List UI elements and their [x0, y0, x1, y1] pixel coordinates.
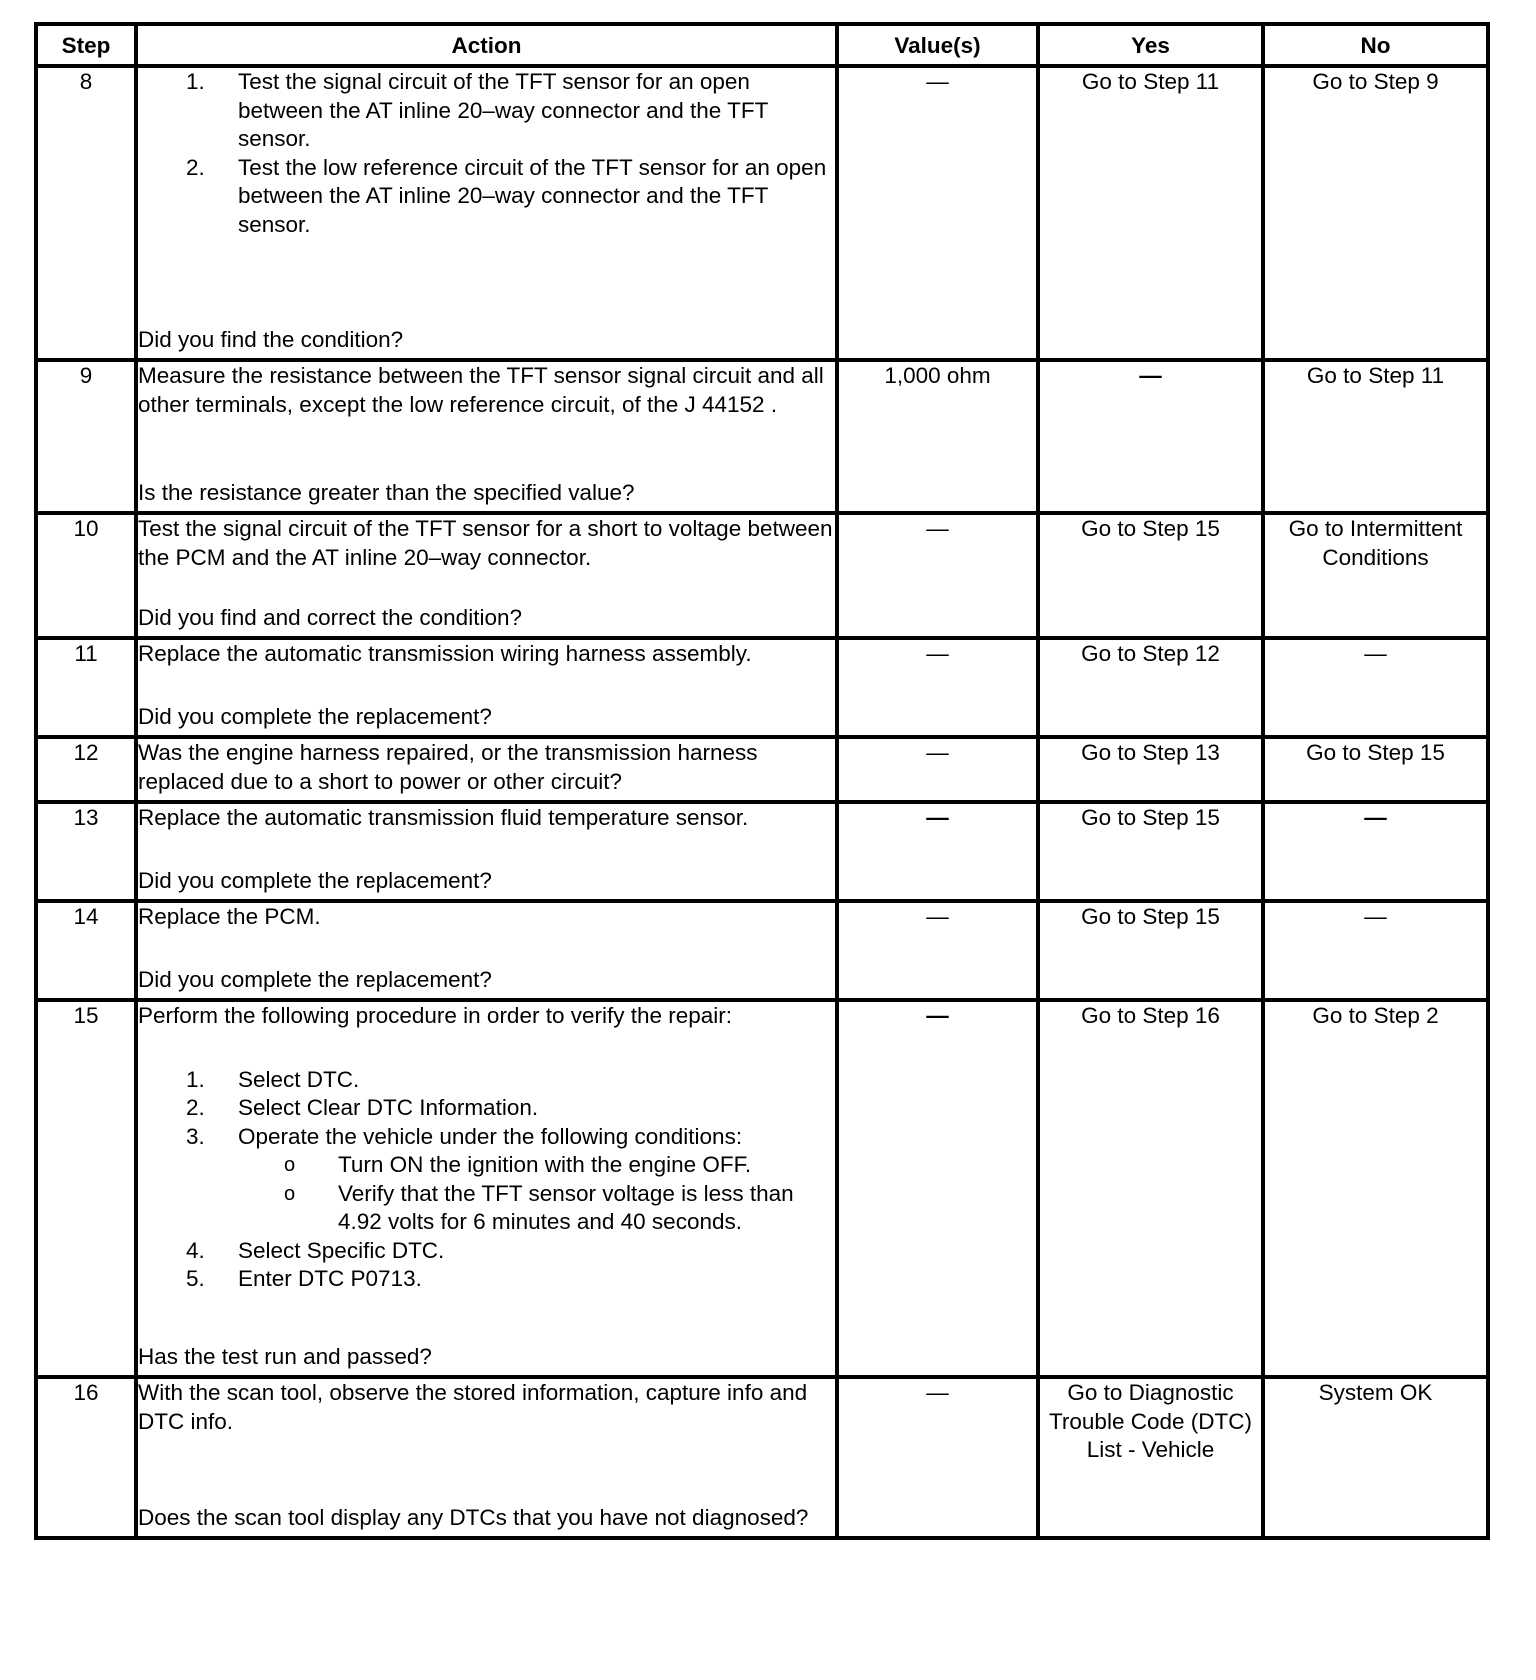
action-cell [136, 638, 837, 737]
list-item: 1. Select DTC. [186, 1066, 360, 1092]
action-text: Replace the PCM. [138, 904, 321, 929]
step-number: 8 [36, 66, 136, 360]
no-cell: Go to Intermittent Conditions [1263, 513, 1488, 638]
conditions-sublist [238, 1151, 835, 1237]
action-question: Has the test run and passed? [138, 1343, 432, 1369]
action-question: Does the scan tool display any DTCs that you have not diagnosed? [138, 1504, 809, 1530]
yes-cell: Go to Step 15 [1038, 901, 1263, 1000]
step-number: 13 [36, 802, 136, 901]
action-text: Was the engine harness repaired, or the transmission harness replaced due to a short to power or other circuit? [138, 740, 758, 794]
no-cell: — [1263, 802, 1488, 901]
header-yes: Yes [1038, 24, 1263, 66]
step-number: 11 [36, 638, 136, 737]
step-number: 14 [36, 901, 136, 1000]
step-number: 12 [36, 737, 136, 802]
verify-steps-list [138, 1066, 835, 1294]
table-row [36, 638, 1488, 737]
diagnostic-table [34, 22, 1490, 1540]
action-text: With the scan tool, observe the stored information, capture info and DTC info. [138, 1380, 808, 1434]
yes-cell: Go to Step 11 [1038, 66, 1263, 360]
action-question: Is the resistance greater than the specified value? [138, 479, 635, 505]
action-question: Did you complete the replacement? [138, 867, 492, 893]
table-row [36, 1377, 1488, 1538]
action-text: Test the signal circuit of the TFT sensor for a short to voltage between the PCM and the AT inline 20–way connector. [138, 516, 833, 570]
no-cell: Go to Step 2 [1263, 1000, 1488, 1377]
value-cell: — [837, 802, 1038, 901]
sublist-item: o Verify that the TFT sensor voltage is less than 4.92 volts for 6 minutes and 40 seconds. [284, 1180, 794, 1234]
yes-cell: Go to Step 15 [1038, 513, 1263, 638]
action-text: Measure the resistance between the TFT sensor signal circuit and all other terminals, except the low reference circuit, of the J 44152 . [138, 363, 824, 417]
table-row [36, 802, 1488, 901]
action-question: Did you complete the replacement? [138, 703, 492, 729]
value-cell: — [837, 638, 1038, 737]
no-cell: — [1263, 901, 1488, 1000]
header-step: Step [36, 24, 136, 66]
action-text: Replace the automatic transmission wiring harness assembly. [138, 641, 752, 666]
action-question: Did you find the condition? [138, 326, 404, 352]
table-row [36, 1000, 1488, 1377]
no-cell: Go to Step 11 [1263, 360, 1488, 513]
table-row [36, 737, 1488, 802]
action-question: Did you find and correct the condition? [138, 604, 522, 630]
no-cell: Go to Step 9 [1263, 66, 1488, 360]
value-cell: — [837, 1377, 1038, 1538]
step-number: 15 [36, 1000, 136, 1377]
yes-cell: Go to Step 12 [1038, 638, 1263, 737]
value-cell: — [837, 1000, 1038, 1377]
yes-cell: — [1038, 360, 1263, 513]
step-number: 10 [36, 513, 136, 638]
action-cell [136, 737, 837, 802]
no-cell: System OK [1263, 1377, 1488, 1538]
value-cell: — [837, 513, 1038, 638]
list-item: 4. Select Specific DTC. [186, 1237, 445, 1263]
list-item: 1. Test the signal circuit of the TFT sensor for an open between the AT inline 20–way connector and the TFT sensor. [186, 69, 768, 151]
action-steps-list [138, 68, 835, 239]
header-values: Value(s) [837, 24, 1038, 66]
action-cell [136, 360, 837, 513]
list-item: 2. Select Clear DTC Information. [186, 1095, 539, 1120]
list-item: 2. Test the low reference circuit of the TFT sensor for an open between the AT inline 20–way connector and the TFT sensor. [186, 154, 827, 237]
action-text: Perform the following procedure in order to verify the repair: [138, 1003, 733, 1028]
sublist-item: o Turn ON the ignition with the engine OFF. [284, 1152, 752, 1177]
table-row [36, 513, 1488, 638]
no-cell: Go to Step 15 [1263, 737, 1488, 802]
header-no: No [1263, 24, 1488, 66]
no-cell: — [1263, 638, 1488, 737]
value-cell: — [837, 66, 1038, 360]
list-item: 5. Enter DTC P0713. [186, 1266, 422, 1291]
yes-cell: Go to Step 15 [1038, 802, 1263, 901]
list-item: 3. Operate the vehicle under the following conditions: o Turn ON the ignition with the engine OFF. o Verify that the TFT sensor voltage is less than 4.92 volts for 6 minutes and 40 seconds. [138, 1123, 835, 1237]
action-cell [136, 901, 837, 1000]
action-question: Did you complete the replacement? [138, 966, 492, 992]
table-header-row [36, 24, 1488, 66]
action-cell [136, 1377, 837, 1538]
table-row [36, 360, 1488, 513]
value-cell: — [837, 901, 1038, 1000]
value-cell: 1,000 ohm [837, 360, 1038, 513]
table-row [36, 66, 1488, 360]
step-number: 9 [36, 360, 136, 513]
action-text: Replace the automatic transmission fluid temperature sensor. [138, 805, 749, 830]
yes-cell: Go to Step 16 [1038, 1000, 1263, 1377]
table-row [36, 901, 1488, 1000]
yes-cell: Go to Step 13 [1038, 737, 1263, 802]
yes-cell: Go to Diagnostic Trouble Code (DTC) List - Vehicle [1038, 1377, 1263, 1538]
action-cell [136, 513, 837, 638]
header-action: Action [136, 24, 837, 66]
action-cell [136, 66, 837, 360]
action-cell [136, 802, 837, 901]
step-number: 16 [36, 1377, 136, 1538]
value-cell: — [837, 737, 1038, 802]
action-cell [136, 1000, 837, 1377]
